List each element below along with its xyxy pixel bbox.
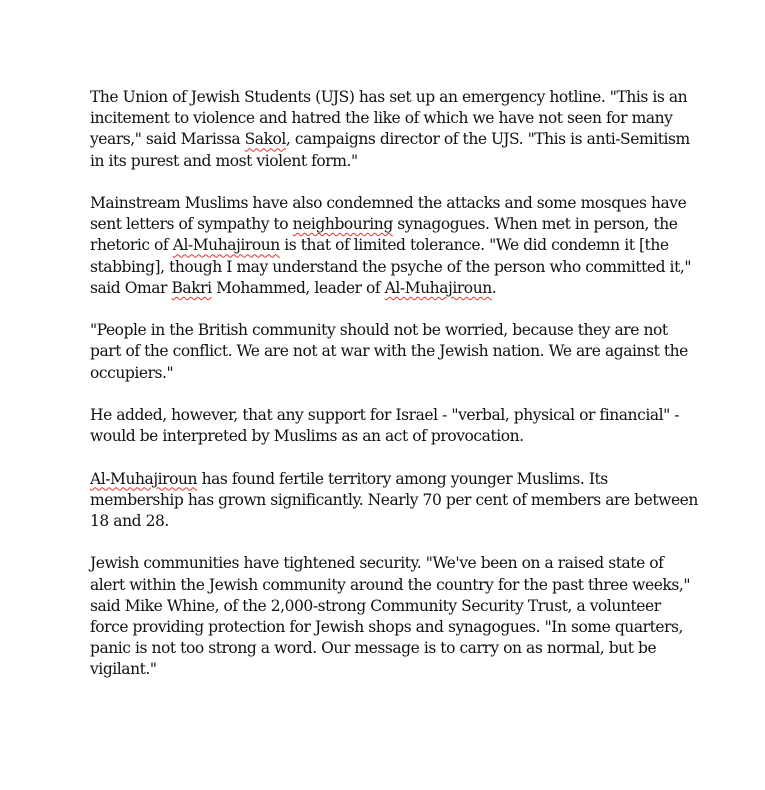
paragraph-5 (90, 469, 698, 533)
text-line (90, 426, 680, 447)
spellcheck-flagged-word[interactable]: Al-Muhajiroun (172, 236, 280, 255)
text-segment: 18 and 28. (90, 512, 169, 530)
text-line (90, 469, 680, 490)
text-segment: . (491, 278, 497, 297)
text-segment: Jewish communities have tightened security. "We've been on a raised state of (90, 554, 664, 573)
text-line (90, 575, 691, 596)
text-line (90, 235, 680, 256)
text-segment: He added, however, that any support for Israel - "verbal, physical or financial" - (90, 406, 680, 424)
text-segment: force providing protection for Jewish shops and synagogues. "In some quarters, (90, 618, 684, 636)
text-segment: , campaigns director of the UJS. "This is anti-Semitism (285, 130, 690, 149)
text-line (90, 490, 698, 511)
text-segment: has found fertile territory among younger Muslims. Its (197, 469, 608, 488)
text-line (90, 659, 680, 680)
text-segment: occupiers." (90, 363, 174, 382)
text-segment: said Omar (90, 278, 172, 297)
text-segment: Mohammed, leader of (211, 278, 385, 297)
text-segment: in its purest and most violent form." (90, 151, 358, 170)
text-line (90, 363, 680, 384)
text-segment: would be interpreted by Muslims as an act of provocation. (90, 427, 524, 446)
text-line (90, 278, 680, 299)
paragraph-3 (90, 320, 688, 384)
text-line (90, 257, 691, 278)
text-line (90, 320, 680, 341)
text-segment: The Union of Jewish Students (UJS) has set up an emergency hotline. "This is an (90, 88, 688, 106)
text-segment: sent letters of sympathy to (90, 215, 293, 234)
paragraph-2 (90, 193, 691, 299)
spellcheck-flagged-word[interactable]: Sakol (244, 130, 286, 149)
text-line (90, 596, 680, 617)
paragraph-6 (90, 553, 691, 680)
spellcheck-flagged-word[interactable]: neighbouring (292, 215, 393, 234)
text-segment: stabbing], though I may understand the psyche of the person who committed it," (90, 257, 691, 276)
text-segment: synagogues. When met in person, the (392, 215, 678, 234)
text-line (90, 214, 680, 235)
text-segment: Mainstream Muslims have also condemned the attacks and some mosques have (90, 194, 687, 212)
text-line (90, 87, 688, 108)
text-line (90, 129, 690, 150)
text-segment: membership has grown significantly. Nearly 70 per cent of members are between (90, 490, 698, 509)
text-line (90, 108, 680, 129)
text-segment: rhetoric of (90, 236, 173, 255)
text-line (90, 151, 680, 172)
text-line (90, 405, 680, 426)
text-line (90, 341, 688, 362)
text-segment: said Mike Whine, of the 2,000-strong Community Security Trust, a volunteer (90, 596, 661, 615)
text-line (90, 193, 687, 214)
paragraph-1 (90, 87, 690, 172)
text-line (90, 638, 680, 659)
text-segment: incitement to violence and hatred the like of which we have not seen for many (90, 109, 673, 128)
text-line (90, 553, 680, 574)
spellcheck-flagged-word[interactable]: Al-Muhajiroun (384, 278, 492, 297)
text-segment: part of the conflict. We are not at war with the Jewish nation. We are against the (90, 342, 688, 361)
document-body[interactable] (90, 87, 698, 702)
spellcheck-flagged-word[interactable]: Bakri (171, 278, 212, 297)
text-segment: "People in the British community should not be worried, because they are not (90, 321, 668, 340)
text-line (90, 511, 680, 532)
text-segment: vigilant." (90, 660, 157, 679)
text-segment: is that of limited tolerance. "We did condemn it [the (279, 236, 669, 255)
paragraph-4 (90, 405, 680, 447)
text-segment: panic is not too strong a word. Our message is to carry on as normal, but be (90, 639, 657, 658)
text-line (90, 617, 684, 638)
text-segment: alert within the Jewish community around the country for the past three weeks," (90, 575, 691, 594)
text-segment: years," said Marissa (90, 130, 245, 149)
spellcheck-flagged-word[interactable]: Al-Muhajiroun (90, 469, 198, 488)
